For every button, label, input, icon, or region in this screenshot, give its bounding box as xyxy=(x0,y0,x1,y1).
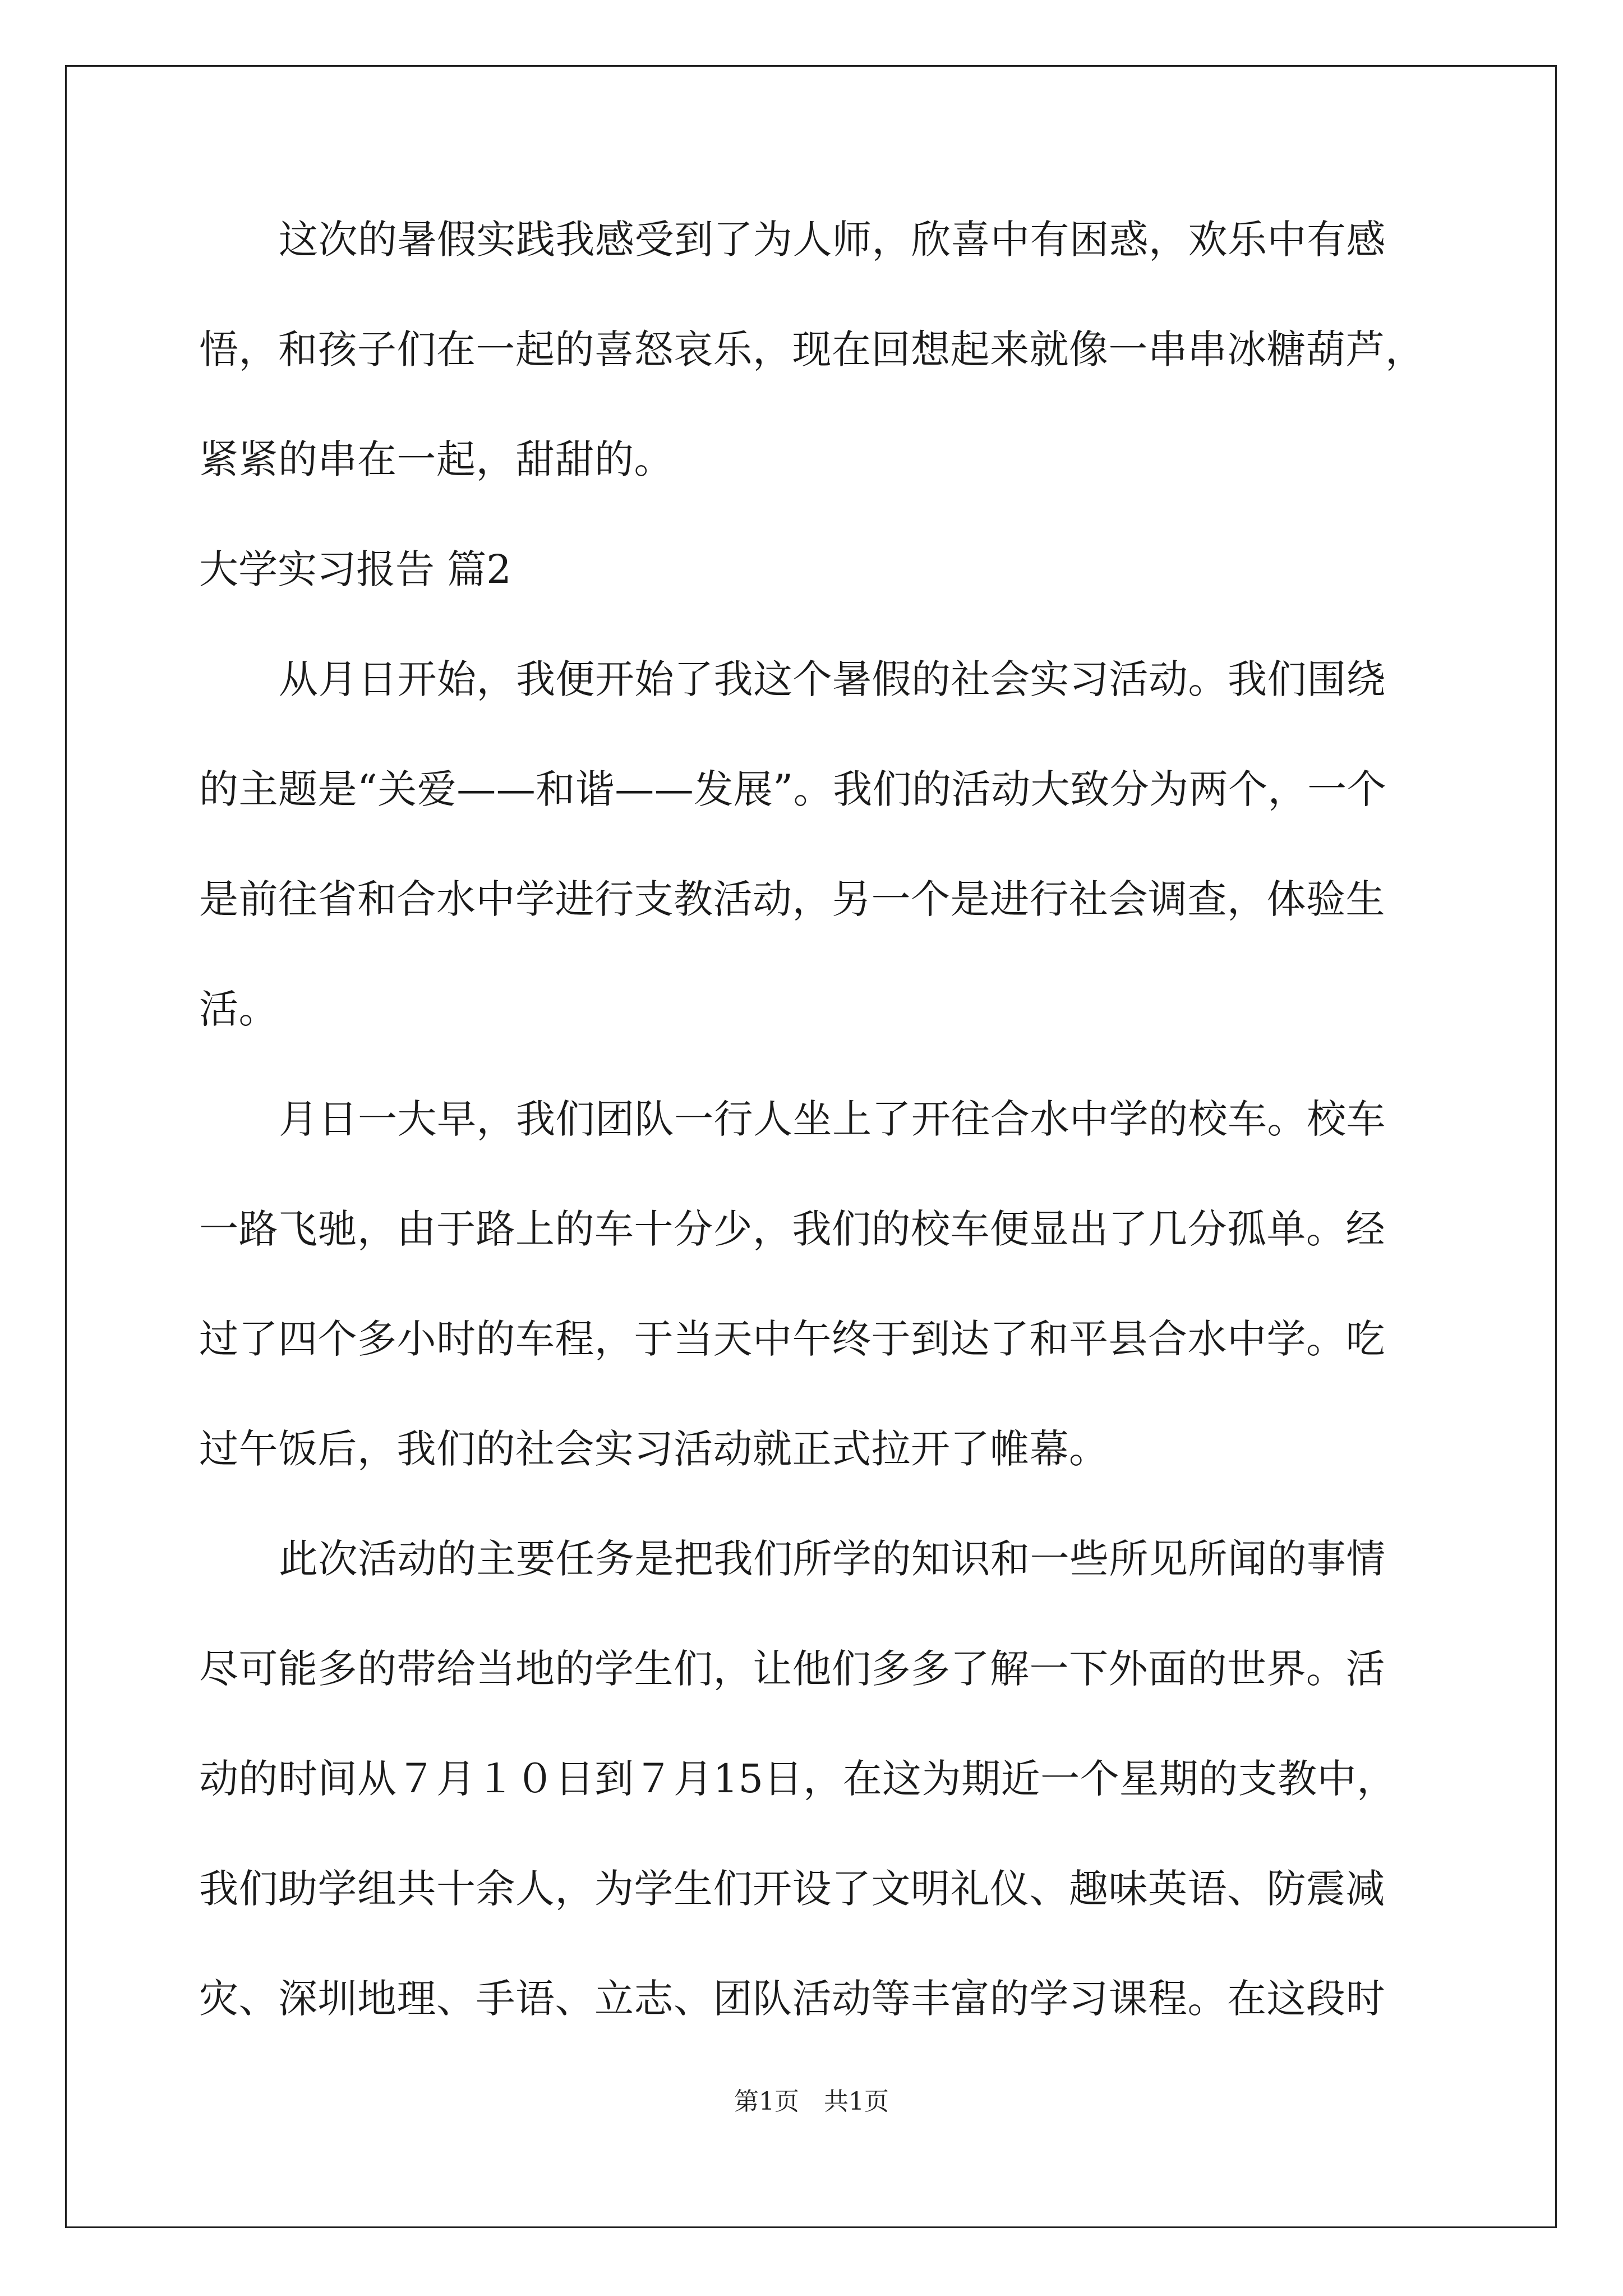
paragraph-line: 紧紧的串在一起，甜甜的。 xyxy=(199,436,674,482)
paragraph-line: 是前往省和合水中学进行支教活动，另一个是进行社会调查，体验生 xyxy=(199,876,1385,922)
paragraph-line: 从月日开始，我便开始了我这个暑假的社会实习活动。我们围绕 xyxy=(279,656,1386,702)
section-heading: 大学实习报告 篇2 xyxy=(199,546,511,592)
paragraph-line: 此次活动的主要任务是把我们所学的知识和一些所见所闻的事情 xyxy=(279,1536,1386,1582)
paragraph-line: 动的时间从７月１０日到７月15日，在这为期近一个星期的支教中， xyxy=(199,1756,1396,1802)
document-body xyxy=(199,217,1433,2089)
paragraph-line: 过午饭后，我们的社会实习活动就正式拉开了帷幕。 xyxy=(199,1426,1109,1472)
paragraph-line: 的主题是“关爱——和谐——发展”。我们的活动大致分为两个，一个 xyxy=(199,766,1387,812)
page-footer: 第1页 共1页 xyxy=(734,2087,889,2116)
paragraph-line: 这次的暑假实践我感受到了为人师，欣喜中有困惑，欢乐中有感 xyxy=(279,217,1386,263)
paragraph-line: 我们助学组共十余人，为学生们开设了文明礼仪、趣味英语、防震减 xyxy=(199,1866,1385,1912)
paragraph-line: 月日一大早，我们团队一行人坐上了开往合水中学的校车。校车 xyxy=(279,1096,1386,1142)
paragraph-line: 尽可能多的带给当地的学生们，让他们多多了解一下外面的世界。活 xyxy=(199,1646,1385,1692)
paragraph-line: 活。 xyxy=(199,986,278,1032)
paragraph-line: 一路飞驰，由于路上的车十分少，我们的校车便显出了几分孤单。经 xyxy=(199,1206,1385,1252)
paragraph-line: 过了四个多小时的车程，于当天中午终于到达了和平县合水中学。吃 xyxy=(199,1316,1385,1362)
paragraph-line: 灾、深圳地理、手语、立志、团队活动等丰富的学习课程。在这段时 xyxy=(199,1976,1385,2022)
paragraph-line: 悟，和孩子们在一起的喜怒哀乐，现在回想起来就像一串串冰糖葫芦， xyxy=(199,326,1425,372)
